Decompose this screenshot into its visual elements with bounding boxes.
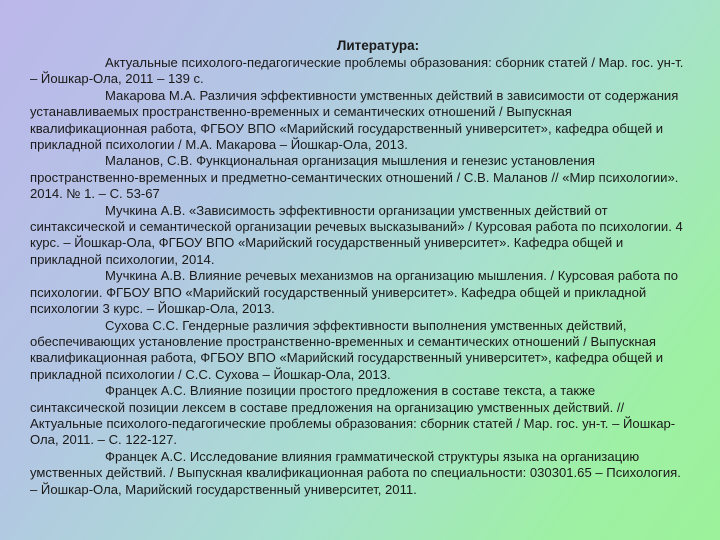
reference-item-3: Маланов, С.В. Функциональная организация мышления и генезис установления пространственно-временных и предметно-семантических отношений / С.В. Маланов // «Мир психологии». 2014. № 1. – С. 53-67: [30, 153, 679, 202]
reference-item-1: Актуальные психолого-педагогические проблемы образования: сборник статей / Мар. гос. ун-т. – Йошкар-Ола, 2011 – 139 с.: [30, 55, 684, 87]
reference-item-4: Мучкина А.В. «Зависимость эффективности организации умственных действий от синтаксической и семантической организации речевых высказываний» / Курсовая работа по психологии. 4 курс. – Йошкар-Ола, ФГБОУ ВПО «Марийский государственный университет». Кафедра общей и прикладной психологии, 2014.: [30, 202, 683, 267]
reference-item-2: Макарова М.А. Различия эффективности умственных действий в зависимости от содержания устанавливаемых пространственно-временных и семантических отношений / Выпускная квалификационная работа, ФГБОУ ВПО «Марийский государственный университет», кафедра общей и прикладной психологии / М.А. Макарова – Йошкар-Ола, 2013.: [30, 87, 679, 153]
page-title: Литература:: [336, 38, 420, 53]
reference-item-5: Мучкина А.В. Влияние речевых механизмов на организацию мышления. / Курсовая работа по психологии. ФГБОУ ВПО «Марийский государственный университет». Кафедра общей и прикладной психологии 3 курс. – Йошкар-Ола, 2013.: [30, 268, 679, 317]
slide-content: [30, 38, 686, 498]
reference-item-8: Францек А.С. Исследование влияния грамматической структуры языка на организацию умственных действий. / Выпускная квалификационная работа по специальности: 030301.65 – Психология. – Йошкар-Ола, Марийский государственный университет, 2011.: [30, 448, 681, 497]
reference-item-7: Францек А.С. Влияние позиции простого предложения в составе текста, а также синтаксической позиции лексем в составе предложения на организацию умственных действий. // Актуальные психолого-педагогические проблемы образования: сборник статей / Мар. гос. ун-т. – Йошкар-Ола, 2011. – С. 122-127.: [30, 383, 676, 448]
reference-item-6: Сухова С.С. Гендерные различия эффективности выполнения умственных действий, обеспечивающих установление пространственно-временных и семантических отношений / Выпускная квалификационная работа, ФГБОУ ВПО «Марийский государственный университет», кафедра общей и прикладной психологии / С.С. Сухова – Йошкар-Ола, 2013.: [30, 317, 664, 382]
